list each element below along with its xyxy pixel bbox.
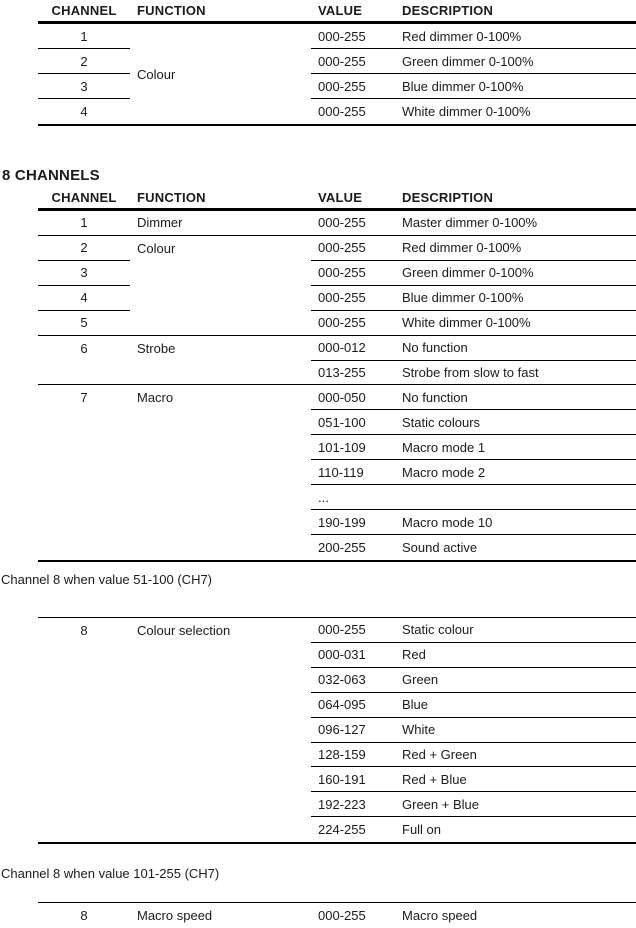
channel-number: 7 <box>80 390 88 406</box>
value-cell: 101-109 <box>311 435 395 460</box>
description-cell: Red + Green <box>395 743 636 768</box>
column-header-channel: CHANNEL <box>38 0 130 24</box>
value-cell: 000-255 <box>311 618 395 643</box>
channel-cell: 1 <box>38 211 130 236</box>
value-cell: 000-255 <box>311 261 395 286</box>
function-cell <box>130 385 311 559</box>
description-cell: Macro mode 1 <box>395 435 636 460</box>
function-label: Strobe <box>137 340 176 356</box>
description-cell: Static colour <box>395 618 636 643</box>
channel-table-ch8-macro-speed <box>38 902 636 928</box>
description-cell: White <box>395 718 636 743</box>
description-cell: Red dimmer 0-100% <box>395 24 636 49</box>
description-cell: Strobe from slow to fast <box>395 361 636 386</box>
value-cell: 128-159 <box>311 743 395 768</box>
channel-cell: 2 <box>38 49 130 74</box>
value-cell: 000-255 <box>311 74 395 99</box>
description-cell: Green dimmer 0-100% <box>395 261 636 286</box>
function-cell <box>130 336 311 386</box>
description-cell: Macro mode 2 <box>395 460 636 485</box>
column-header-function: FUNCTION <box>130 0 311 24</box>
function-label: Macro <box>137 390 174 406</box>
channel-table-ch8-colour-selection <box>38 617 636 844</box>
value-cell: 051-100 <box>311 410 395 435</box>
function-label: Colour <box>137 240 176 256</box>
value-cell: ... <box>311 485 395 510</box>
channel-cell: 4 <box>38 286 130 311</box>
channel-cell <box>38 618 130 842</box>
function-cell: Colour <box>137 66 176 82</box>
value-cell: 200-255 <box>318 539 366 555</box>
channel-cell: 4 <box>80 104 88 119</box>
channel-cell <box>38 385 130 559</box>
value-cell: 192-223 <box>311 792 395 817</box>
description-cell: Static colours <box>395 410 636 435</box>
value-cell: 064-095 <box>311 693 395 718</box>
value-cell: 160-191 <box>311 767 395 792</box>
description-cell: White dimmer 0-100% <box>402 104 531 119</box>
value-cell: 032-063 <box>311 668 395 693</box>
description-cell: Green <box>395 668 636 693</box>
value-cell: 000-255 <box>311 286 395 311</box>
function-cell <box>130 236 311 336</box>
function-cell: Macro speed <box>137 908 213 924</box>
function-cell: Dimmer <box>130 211 311 236</box>
description-cell: Green + Blue <box>395 792 636 817</box>
function-label: Colour selection <box>137 622 231 638</box>
description-cell: Full on <box>402 822 442 838</box>
value-cell: 000-255 <box>311 49 395 74</box>
description-cell: Blue <box>395 693 636 718</box>
column-header-description: DESCRIPTION <box>395 187 636 211</box>
description-cell: No function <box>395 336 636 361</box>
channel-cell: 8 <box>80 908 88 924</box>
channel-cell: 3 <box>38 261 130 286</box>
description-cell: No function <box>395 385 636 410</box>
description-cell: Green dimmer 0-100% <box>395 49 636 74</box>
value-cell: 096-127 <box>311 718 395 743</box>
column-header-channel: CHANNEL <box>38 187 130 211</box>
value-cell: 000-255 <box>311 236 395 261</box>
channel-cell: 1 <box>38 24 130 49</box>
section-heading-8-channels: 8 CHANNELS <box>2 167 100 184</box>
column-header-function: FUNCTION <box>130 187 311 211</box>
description-cell: Blue dimmer 0-100% <box>395 286 636 311</box>
description-cell: White dimmer 0-100% <box>395 311 636 336</box>
value-cell: 000-255 <box>318 908 366 924</box>
description-cell: Master dimmer 0-100% <box>395 211 636 236</box>
column-header-value: VALUE <box>311 187 395 211</box>
description-cell: Red + Blue <box>395 767 636 792</box>
description-cell: Blue dimmer 0-100% <box>395 74 636 99</box>
channel-cell: 2 <box>38 236 130 261</box>
value-cell: 190-199 <box>311 510 395 535</box>
channel-number: 8 <box>80 622 88 638</box>
value-cell: 013-255 <box>311 361 395 386</box>
value-cell: 000-255 <box>311 24 395 49</box>
description-cell: Red dimmer 0-100% <box>395 236 636 261</box>
description-cell: Macro speed <box>402 908 478 924</box>
note-channel8-51-100: Channel 8 when value 51-100 (CH7) <box>1 571 213 587</box>
value-cell: 000-255 <box>318 104 366 119</box>
channel-cell: 5 <box>38 311 130 336</box>
value-cell: 000-255 <box>311 211 395 236</box>
value-cell: 000-050 <box>311 385 395 410</box>
function-cell <box>130 618 311 842</box>
value-cell: 000-255 <box>311 311 395 336</box>
channel-number: 6 <box>80 340 88 356</box>
value-cell: 000-031 <box>311 643 395 668</box>
value-cell: 000-012 <box>311 336 395 361</box>
description-cell <box>395 485 636 510</box>
value-cell: 110-119 <box>311 460 395 485</box>
description-cell: Red <box>395 643 636 668</box>
column-header-description: DESCRIPTION <box>395 0 636 24</box>
column-header-value: VALUE <box>311 0 395 24</box>
channel-cell: 3 <box>38 74 130 99</box>
note-channel8-101-255: Channel 8 when value 101-255 (CH7) <box>1 866 220 882</box>
value-cell: 224-255 <box>318 822 366 838</box>
description-cell: Macro mode 10 <box>395 510 636 535</box>
channel-table-8ch <box>38 187 636 562</box>
description-cell: Sound active <box>402 539 478 555</box>
channel-table-4ch <box>38 0 636 126</box>
channel-cell <box>38 336 130 386</box>
